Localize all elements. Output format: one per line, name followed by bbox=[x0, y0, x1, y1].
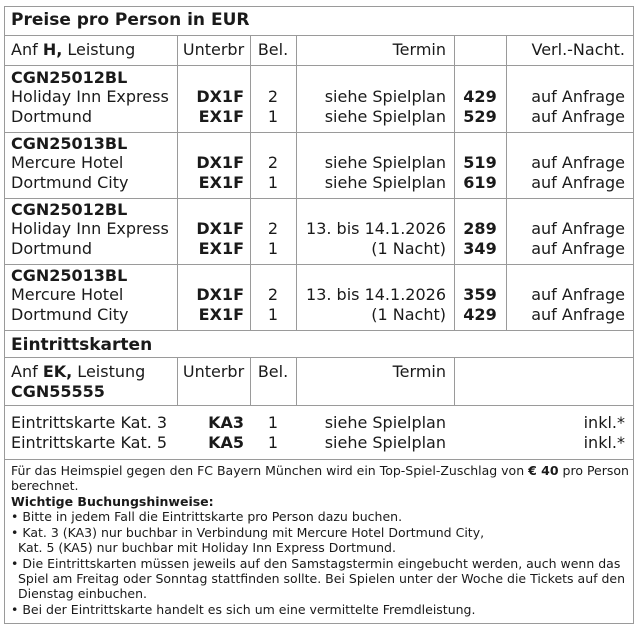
booking-hints-title: Wichtige Buchungshinweise: bbox=[11, 494, 214, 509]
ticket-price: inkl.* bbox=[583, 433, 625, 452]
occupancy: 1 bbox=[267, 173, 279, 192]
col-header-leistung: Anf H, Leistung bbox=[11, 40, 136, 59]
hotel-city: Dortmund bbox=[11, 239, 92, 258]
price: 619 bbox=[463, 173, 497, 192]
price: 289 bbox=[463, 219, 497, 238]
extra-night: auf Anfrage bbox=[531, 107, 625, 126]
ticket-code: KA5 bbox=[208, 433, 244, 452]
ticket-date-info: siehe Spielplan bbox=[324, 413, 446, 432]
date-info: 13. bis 14.1.2026 bbox=[306, 285, 446, 304]
ticket-occupancy: 1 bbox=[267, 433, 279, 452]
extra-night: auf Anfrage bbox=[531, 153, 625, 172]
ticket-name: Eintrittskarte Kat. 3 bbox=[11, 413, 168, 432]
occupancy: 1 bbox=[267, 239, 279, 258]
booking-hint-2: • Kat. 3 (KA3) nur buchbar in Verbindung mit Mercure Hotel Dortmund City, bbox=[11, 525, 485, 540]
hotel-product-code: CGN25012BL bbox=[11, 68, 128, 87]
tickets-col-header-termin: Termin bbox=[392, 362, 446, 381]
room-code: EX1F bbox=[198, 107, 244, 126]
price: 519 bbox=[463, 153, 497, 172]
price: 529 bbox=[463, 107, 497, 126]
hotel-city: Dortmund City bbox=[11, 173, 129, 192]
col-header-unterbr: Unterbr bbox=[182, 40, 245, 59]
occupancy: 1 bbox=[267, 107, 279, 126]
date-info: (1 Nacht) bbox=[371, 239, 446, 258]
occupancy: 2 bbox=[267, 87, 279, 106]
price: 359 bbox=[463, 285, 497, 304]
hotel-product-code: CGN25012BL bbox=[11, 200, 128, 219]
booking-hint-3-cont-1: Spiel am Freitag oder Sonntag stattfinden sollte. Bei Spielen unter der Woche die Tickets auf den bbox=[18, 571, 626, 586]
extra-night: auf Anfrage bbox=[531, 173, 625, 192]
tickets-col-header-unterbr: Unterbr bbox=[182, 362, 245, 381]
booking-hint-3: • Die Eintrittskarten müssen jeweils auf den Samstagstermin eingebucht werden, auch wenn das bbox=[11, 556, 621, 571]
section-title-prices: Preise pro Person in EUR bbox=[11, 10, 250, 30]
booking-hint-3-cont-2: Dienstag einbuchen. bbox=[18, 586, 148, 601]
extra-night: auf Anfrage bbox=[531, 87, 625, 106]
hotel-name: Mercure Hotel bbox=[11, 153, 124, 172]
hotel-name: Mercure Hotel bbox=[11, 285, 124, 304]
room-code: DX1F bbox=[196, 153, 244, 172]
col-header-termin: Termin bbox=[392, 40, 446, 59]
booking-hint-2-cont: Kat. 5 (KA5) nur buchbar mit Holiday Inn Express Dortmund. bbox=[18, 540, 396, 555]
price: 349 bbox=[463, 239, 497, 258]
hotel-city: Dortmund City bbox=[11, 305, 129, 324]
extra-night: auf Anfrage bbox=[531, 239, 625, 258]
room-code: EX1F bbox=[198, 173, 244, 192]
price: 429 bbox=[463, 305, 497, 324]
date-info: (1 Nacht) bbox=[371, 305, 446, 324]
hotel-city: Dortmund bbox=[11, 107, 92, 126]
hotel-product-code: CGN25013BL bbox=[11, 266, 128, 285]
hotel-name: Holiday Inn Express bbox=[11, 87, 169, 106]
tickets-col-header-leistung: Anf EK, Leistung bbox=[11, 362, 146, 381]
surcharge-note-cont: berechnet. bbox=[11, 478, 79, 493]
ticket-price: inkl.* bbox=[583, 413, 625, 432]
date-info: 13. bis 14.1.2026 bbox=[306, 219, 446, 238]
date-info: siehe Spielplan bbox=[324, 107, 446, 126]
occupancy: 1 bbox=[267, 305, 279, 324]
room-code: DX1F bbox=[196, 285, 244, 304]
tickets-col-header-bel: Bel. bbox=[257, 362, 289, 381]
date-info: siehe Spielplan bbox=[324, 153, 446, 172]
price: 429 bbox=[463, 87, 497, 106]
extra-night: auf Anfrage bbox=[531, 219, 625, 238]
room-code: DX1F bbox=[196, 87, 244, 106]
ticket-name: Eintrittskarte Kat. 5 bbox=[11, 433, 168, 452]
extra-night: auf Anfrage bbox=[531, 285, 625, 304]
hotel-product-code: CGN25013BL bbox=[11, 134, 128, 153]
occupancy: 2 bbox=[267, 219, 279, 238]
room-code: EX1F bbox=[198, 305, 244, 324]
ticket-code: KA3 bbox=[208, 413, 244, 432]
ticket-occupancy: 1 bbox=[267, 413, 279, 432]
booking-hint-4: • Bei der Eintrittskarte handelt es sich um eine vermittelte Fremdleistung. bbox=[11, 602, 476, 617]
date-info: siehe Spielplan bbox=[324, 173, 446, 192]
surcharge-note: Für das Heimspiel gegen den FC Bayern München wird ein Top-Spiel-Zuschlag von € 40 pro Person bbox=[11, 463, 629, 478]
room-code: EX1F bbox=[198, 239, 244, 258]
occupancy: 2 bbox=[267, 285, 279, 304]
col-header-bel: Bel. bbox=[257, 40, 289, 59]
occupancy: 2 bbox=[267, 153, 279, 172]
section-title-tickets: Eintrittskarten bbox=[11, 335, 153, 355]
extra-night: auf Anfrage bbox=[531, 305, 625, 324]
room-code: DX1F bbox=[196, 219, 244, 238]
hotel-name: Holiday Inn Express bbox=[11, 219, 169, 238]
col-header-verl-nacht: Verl.-Nacht. bbox=[531, 40, 625, 59]
date-info: siehe Spielplan bbox=[324, 87, 446, 106]
booking-hint-1: • Bitte in jedem Fall die Eintrittskarte pro Person dazu buchen. bbox=[11, 509, 403, 524]
tickets-product-code: CGN55555 bbox=[11, 382, 105, 401]
ticket-date-info: siehe Spielplan bbox=[324, 433, 446, 452]
